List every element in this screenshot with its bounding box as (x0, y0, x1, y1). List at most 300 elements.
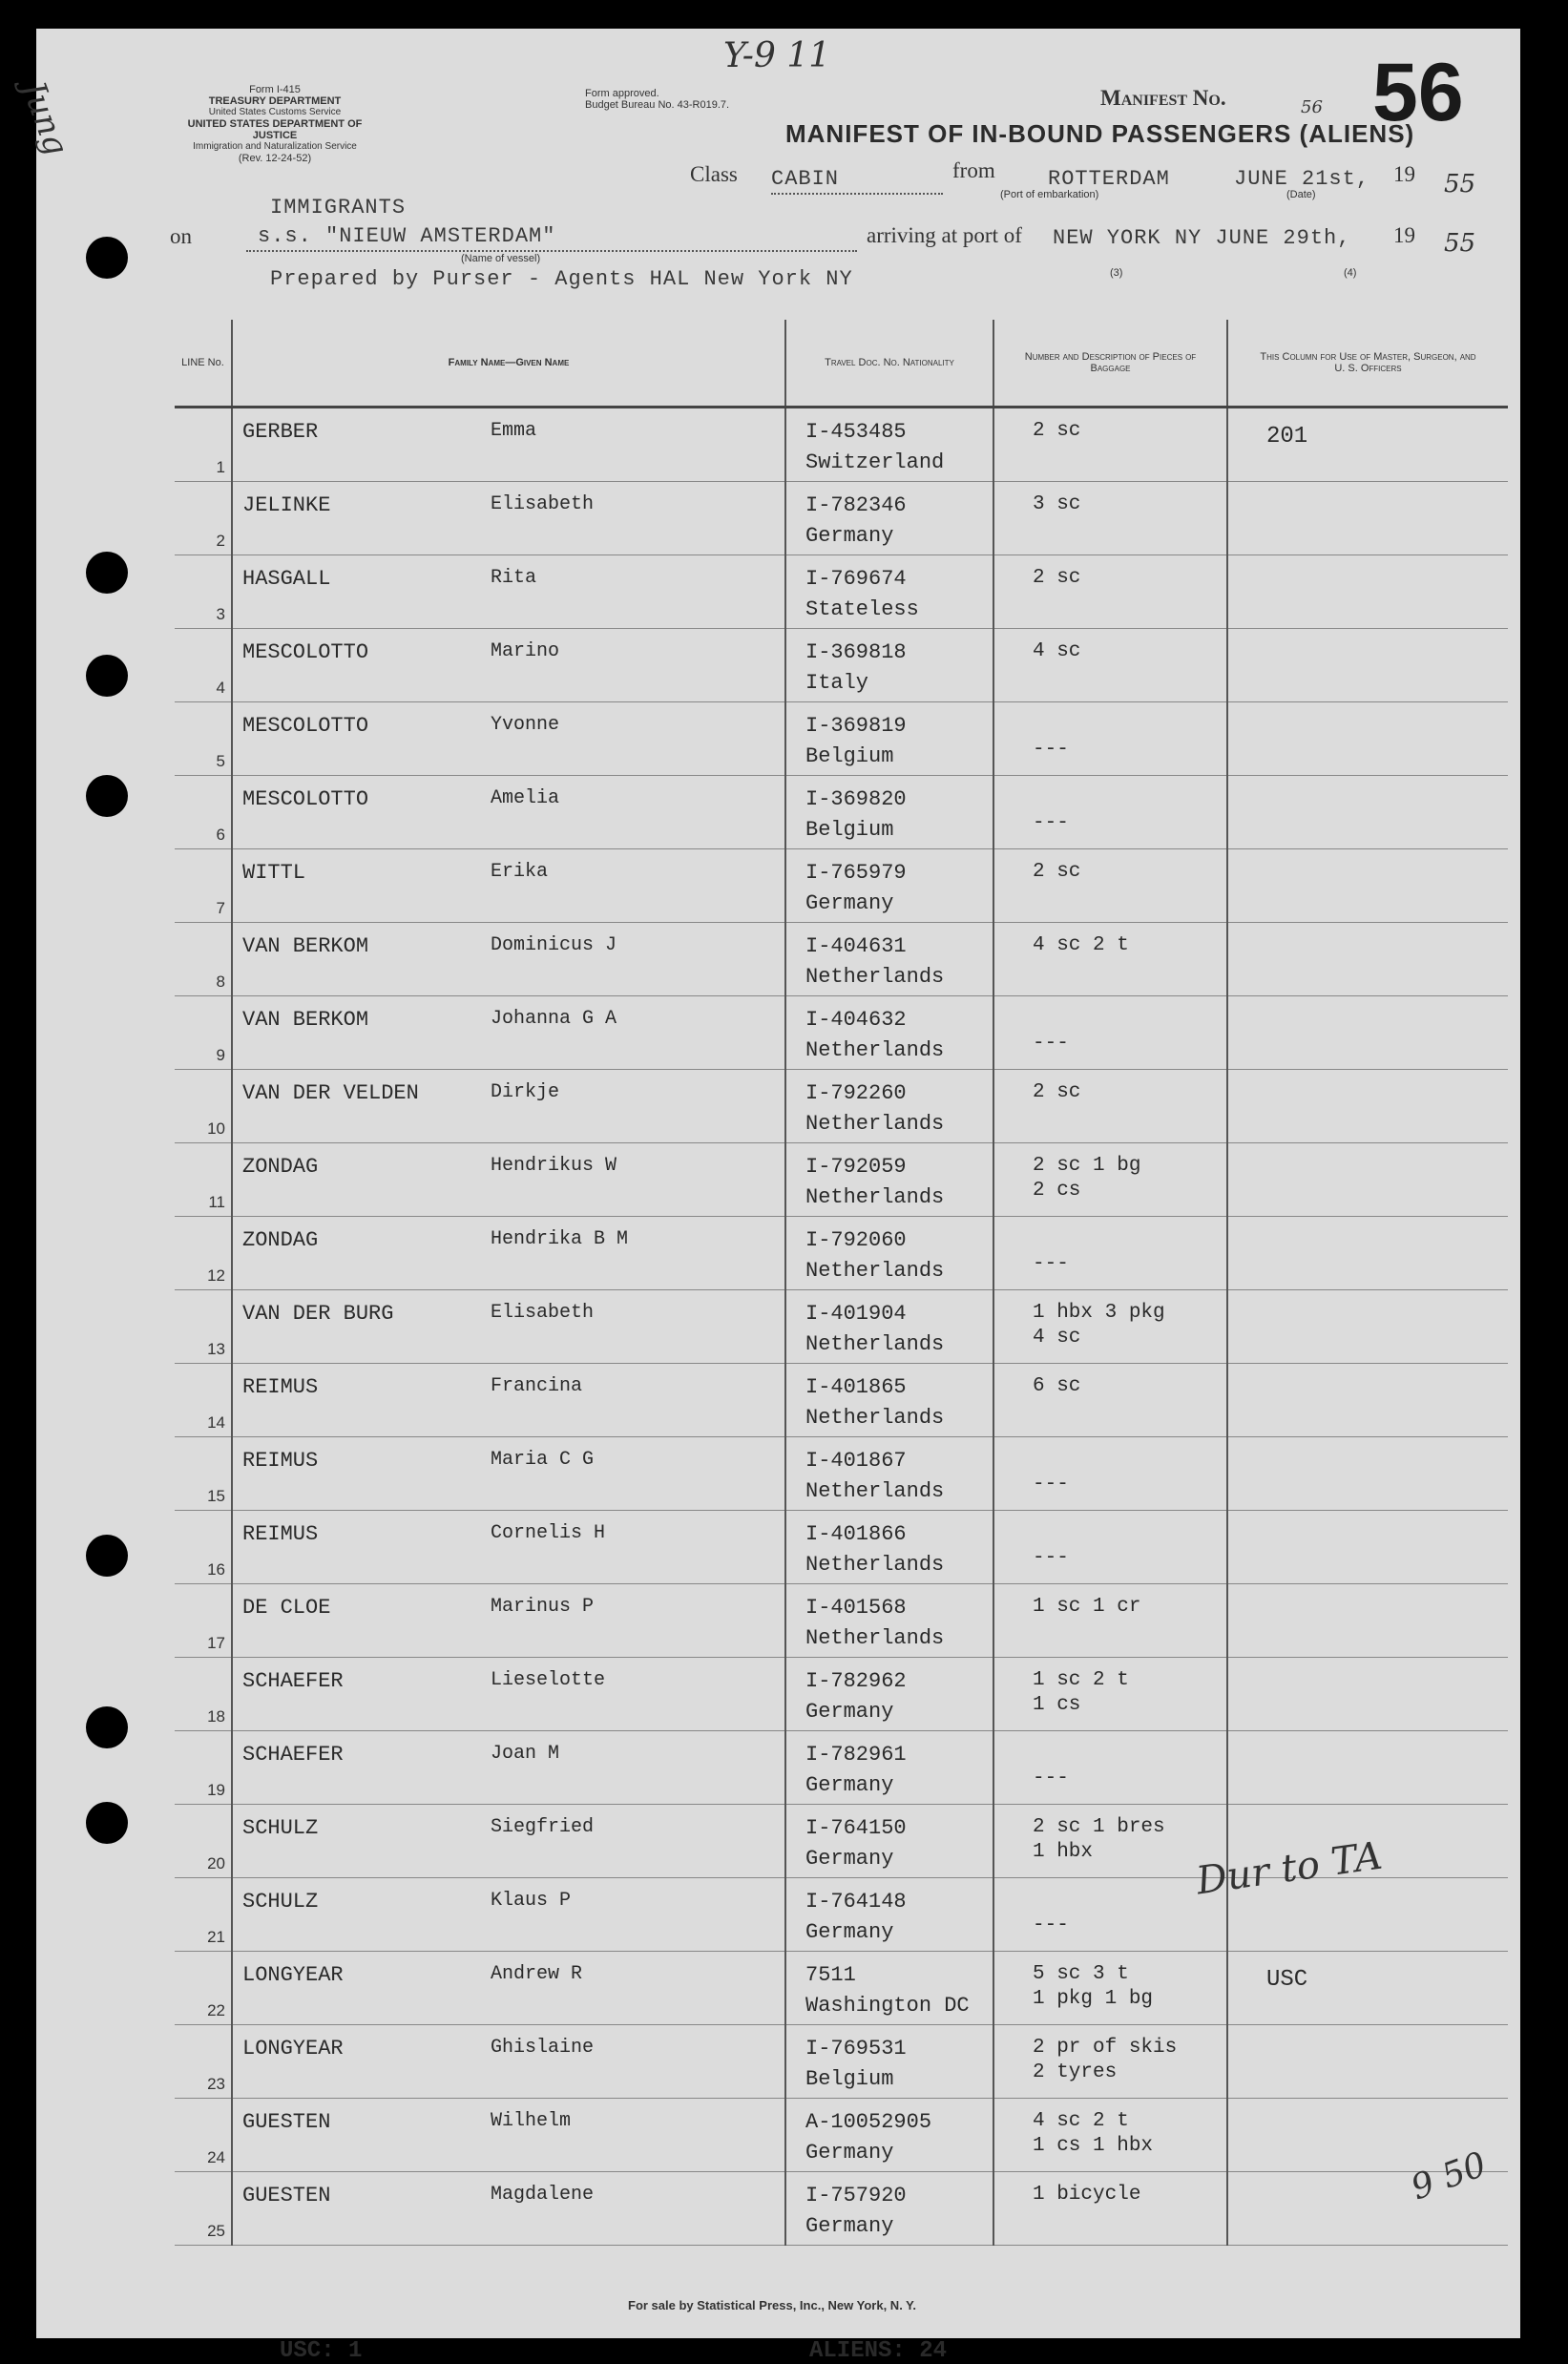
line-number-cell (175, 2025, 232, 2099)
table-row (175, 1143, 1508, 1217)
doc-cell (785, 1952, 993, 2025)
baggage-cell (993, 555, 1227, 629)
officer-cell (1227, 629, 1508, 702)
family-name: DE CLOE (242, 1596, 331, 1620)
col-header-name: Family Name—Given Name (232, 320, 785, 408)
line-number-cell (175, 2099, 232, 2172)
line-number-cell (175, 1731, 232, 1805)
given-name: Lieselotte (491, 1669, 606, 1691)
line-number: 6 (216, 826, 225, 844)
baggage-line-1: 4 sc (1033, 640, 1081, 662)
baggage-line-1: 2 sc 1 bg (1033, 1155, 1141, 1177)
baggage-cell (993, 1143, 1227, 1217)
top-handwriting: Y-9 11 (723, 36, 831, 75)
nationality: Washington DC (805, 1994, 970, 2018)
officer-cell (1227, 2025, 1508, 2099)
baggage-line-2: --- (1033, 1768, 1069, 1789)
travel-doc-number: I-769674 (805, 567, 907, 591)
handwritten-note: 9 50 (1406, 2144, 1492, 2208)
nationality: Switzerland (805, 450, 945, 474)
baggage-cell (993, 2025, 1227, 2099)
line-number-cell (175, 1143, 232, 1217)
vessel-caption: (Name of vessel) (461, 253, 541, 264)
baggage-cell (993, 629, 1227, 702)
baggage-cell (993, 1584, 1227, 1658)
family-name: REIMUS (242, 1522, 319, 1546)
baggage-line-1: 3 sc (1033, 493, 1081, 515)
doc-cell (785, 776, 993, 849)
baggage-line-1: 5 sc 3 t (1033, 1963, 1129, 1985)
family-name: HASGALL (242, 567, 331, 591)
table-row (175, 1878, 1508, 1952)
immigrants-label: IMMIGRANTS (270, 196, 407, 220)
officer-cell (1227, 1511, 1508, 1584)
baggage-line-2: --- (1033, 739, 1069, 761)
travel-doc-number: I-453485 (805, 420, 907, 444)
family-name: GUESTEN (242, 2184, 331, 2207)
name-cell (232, 1584, 785, 1658)
baggage-cell (993, 1290, 1227, 1364)
col-header-line: LINE No. (175, 320, 232, 408)
name-cell (232, 482, 785, 555)
travel-doc-number: I-401867 (805, 1449, 907, 1473)
officer-cell (1227, 1731, 1508, 1805)
embarkation-port: ROTTERDAM (1048, 167, 1170, 191)
line-number: 4 (216, 679, 225, 697)
table-row (175, 2172, 1508, 2246)
table-row (175, 1952, 1508, 2025)
name-cell (232, 776, 785, 849)
given-name: Hendrikus W (491, 1155, 617, 1177)
given-name: Dominicus J (491, 934, 617, 956)
family-name: REIMUS (242, 1375, 319, 1399)
officer-cell (1227, 1584, 1508, 1658)
name-cell (232, 1511, 785, 1584)
baggage-cell (993, 1658, 1227, 1731)
officer-cell (1227, 1952, 1508, 2025)
family-name: SCHULZ (242, 1816, 319, 1840)
baggage-line-2: 2 tyres (1033, 2061, 1118, 2083)
doc-cell (785, 2099, 993, 2172)
arriving-label: arriving at port of (867, 223, 1022, 247)
baggage-line-1: 2 sc 1 bres (1033, 1816, 1165, 1838)
officer-cell (1227, 776, 1508, 849)
binder-hole (86, 1802, 128, 1844)
nationality: Netherlands (805, 1185, 945, 1209)
family-name: ZONDAG (242, 1155, 319, 1179)
table-row (175, 1070, 1508, 1143)
family-name: SCHULZ (242, 1890, 319, 1914)
travel-doc-number: I-764150 (805, 1816, 907, 1840)
usc-count: USC: 1 (280, 2338, 363, 2364)
manifest-label: Manifest No. (1100, 86, 1226, 110)
manifest-page (13, 29, 1520, 2364)
baggage-line-2: --- (1033, 1474, 1069, 1496)
nationality: Germany (805, 1773, 894, 1797)
travel-doc-number: I-792260 (805, 1081, 907, 1105)
baggage-line-1: 2 sc (1033, 567, 1081, 589)
nationality: Netherlands (805, 1259, 945, 1283)
travel-doc-number: I-369819 (805, 714, 907, 738)
name-cell (232, 996, 785, 1070)
baggage-cell (993, 1952, 1227, 2025)
baggage-cell (993, 1437, 1227, 1511)
line-number: 20 (207, 1854, 225, 1872)
line-number-cell (175, 1878, 232, 1952)
travel-doc-number: I-369818 (805, 640, 907, 664)
line-number-cell (175, 849, 232, 923)
aliens-count: ALIENS: 24 (809, 2338, 948, 2364)
nationality: Stateless (805, 597, 919, 621)
line-number-cell (175, 996, 232, 1070)
doc-cell (785, 555, 993, 629)
officer-cell (1227, 1143, 1508, 1217)
baggage-cell (993, 2099, 1227, 2172)
baggage-line-1: 2 sc (1033, 1081, 1081, 1103)
binder-hole (86, 655, 128, 697)
line-number-cell (175, 702, 232, 776)
line-number: 10 (207, 1119, 225, 1138)
line-number-cell (175, 2172, 232, 2246)
given-name: Rita (491, 567, 537, 589)
officer-cell (1227, 996, 1508, 1070)
passenger-table (175, 320, 1508, 2246)
baggage-line-2: 1 cs 1 hbx (1033, 2135, 1154, 2157)
doc-cell (785, 1143, 993, 1217)
col-header-officers: This Column for Use of Master, Surgeon, and U. S. Officers (1227, 320, 1508, 408)
baggage-line-1: 6 sc (1033, 1375, 1081, 1397)
baggage-line-2: --- (1033, 1253, 1069, 1275)
table-row (175, 2025, 1508, 2099)
baggage-line-1: 1 sc 2 t (1033, 1669, 1129, 1691)
family-name: VAN DER BURG (242, 1302, 394, 1326)
name-cell (232, 1143, 785, 1217)
baggage-line-2: --- (1033, 812, 1069, 834)
baggage-line-1: 4 sc 2 t (1033, 934, 1129, 956)
family-name: VAN DER VELDEN (242, 1081, 419, 1105)
doc-cell (785, 1364, 993, 1437)
line-number: 8 (216, 973, 225, 991)
manifest-title: MANIFEST OF IN-BOUND PASSENGERS (ALIENS) (785, 119, 1415, 148)
line-number: 21 (207, 1928, 225, 1946)
travel-doc-number: I-401568 (805, 1596, 907, 1620)
binder-hole (86, 1535, 128, 1577)
travel-doc-number: I-782346 (805, 493, 907, 517)
given-name: Yvonne (491, 714, 560, 736)
line-number: 17 (207, 1634, 225, 1652)
officer-cell (1227, 923, 1508, 996)
doc-cell (785, 1217, 993, 1290)
doc-cell (785, 1437, 993, 1511)
printer-line: For sale by Statistical Press, Inc., New York, N. Y. (628, 2298, 917, 2312)
name-cell (232, 1952, 785, 2025)
given-name: Joan M (491, 1743, 560, 1765)
nationality: Italy (805, 671, 869, 695)
line-number-cell (175, 923, 232, 996)
baggage-line-2: 4 sc (1033, 1327, 1081, 1349)
name-cell (232, 1878, 785, 1952)
officer-note: USC (1266, 1967, 1308, 1993)
doc-cell (785, 702, 993, 776)
travel-doc-number: I-401866 (805, 1522, 907, 1546)
column-caption-4: (4) (1344, 267, 1357, 279)
table-row (175, 776, 1508, 849)
dotted-line (246, 250, 857, 252)
table-row (175, 996, 1508, 1070)
col-header-doc: Travel Doc. No. Nationality (785, 320, 993, 408)
baggage-line-2: 2 cs (1033, 1180, 1081, 1202)
travel-doc-number: I-401865 (805, 1375, 907, 1399)
doc-cell (785, 629, 993, 702)
line-number-cell (175, 1217, 232, 1290)
table-row (175, 2099, 1508, 2172)
table-row (175, 629, 1508, 702)
name-cell (232, 408, 785, 482)
line-number-cell (175, 555, 232, 629)
baggage-cell (993, 2172, 1227, 2246)
departure-date: JUNE 21st, (1234, 167, 1370, 191)
nationality: Netherlands (805, 965, 945, 989)
officer-cell (1227, 555, 1508, 629)
on-label: on (170, 224, 192, 248)
baggage-cell (993, 996, 1227, 1070)
given-name: Wilhelm (491, 2110, 572, 2132)
travel-doc-number: I-369820 (805, 787, 907, 811)
baggage-line-2: --- (1033, 1914, 1069, 1936)
baggage-cell (993, 482, 1227, 555)
line-number: 9 (216, 1046, 225, 1064)
line-number-cell (175, 629, 232, 702)
doc-cell (785, 923, 993, 996)
line-number: 3 (216, 605, 225, 623)
travel-doc-number: I-401904 (805, 1302, 907, 1326)
family-name: JELINKE (242, 493, 331, 517)
name-cell (232, 923, 785, 996)
nationality: Germany (805, 524, 894, 548)
name-cell (232, 1364, 785, 1437)
name-cell (232, 2099, 785, 2172)
binder-hole (86, 775, 128, 817)
baggage-cell (993, 849, 1227, 923)
officer-cell (1227, 1290, 1508, 1364)
line-number-cell (175, 1070, 232, 1143)
given-name: Marino (491, 640, 560, 662)
line-number-cell (175, 408, 232, 482)
form-agency-block: Form I-415 TREASURY DEPARTMENT United States Customs Service UNITED STATES DEPARTMENT OF JUSTICE Immigration and Naturalization Service (Rev. 12-24-52) (187, 84, 363, 164)
name-cell (232, 1290, 785, 1364)
family-name: SCHAEFER (242, 1669, 344, 1693)
doc-cell (785, 482, 993, 555)
baggage-line-2: 1 pkg 1 bg (1033, 1988, 1154, 2010)
table-row (175, 408, 1508, 482)
officer-cell (1227, 1070, 1508, 1143)
vessel-name: s.s. "NIEUW AMSTERDAM" (258, 224, 556, 248)
name-cell (232, 1217, 785, 1290)
nationality: Netherlands (805, 1626, 945, 1650)
name-cell (232, 555, 785, 629)
name-cell (232, 1805, 785, 1878)
officer-cell (1227, 408, 1508, 482)
baggage-cell (993, 1731, 1227, 1805)
dotted-line (771, 193, 943, 195)
nationality: Netherlands (805, 1406, 945, 1430)
nationality: Germany (805, 2141, 894, 2165)
travel-doc-number: I-792060 (805, 1228, 907, 1252)
name-cell (232, 2025, 785, 2099)
table-row (175, 1511, 1508, 1584)
given-name: Francina (491, 1375, 583, 1397)
nationality: Netherlands (805, 1112, 945, 1136)
name-cell (232, 1731, 785, 1805)
officer-cell (1227, 702, 1508, 776)
binder-hole (86, 1706, 128, 1748)
nationality: Netherlands (805, 1332, 945, 1356)
officer-cell (1227, 1437, 1508, 1511)
family-name: GUESTEN (242, 2110, 331, 2134)
line-number-cell (175, 1437, 232, 1511)
given-name: Klaus P (491, 1890, 572, 1912)
table-row (175, 1584, 1508, 1658)
baggage-cell (993, 1217, 1227, 1290)
baggage-cell (993, 1070, 1227, 1143)
officer-cell (1227, 849, 1508, 923)
line-number-cell (175, 482, 232, 555)
line-number: 11 (208, 1193, 225, 1211)
margin-handwriting: Jung (13, 76, 76, 161)
line-number: 1 (216, 458, 225, 476)
family-name: LONGYEAR (242, 2037, 344, 2061)
baggage-cell (993, 923, 1227, 996)
from-label: from (952, 158, 995, 182)
class-value: CABIN (771, 167, 840, 191)
baggage-line-2: --- (1033, 1033, 1069, 1055)
nationality: Netherlands (805, 1038, 945, 1062)
line-number-cell (175, 1952, 232, 2025)
line-number: 16 (207, 1560, 225, 1579)
class-label: Class (690, 162, 738, 186)
table-row (175, 1658, 1508, 1731)
family-name: LONGYEAR (242, 1963, 344, 1987)
nationality: Netherlands (805, 1479, 945, 1503)
given-name: Andrew R (491, 1963, 583, 1985)
table-row (175, 1437, 1508, 1511)
baggage-line-1: 4 sc 2 t (1033, 2110, 1129, 2132)
baggage-cell (993, 1511, 1227, 1584)
doc-cell (785, 849, 993, 923)
name-cell (232, 849, 785, 923)
binder-hole (86, 237, 128, 279)
line-number: 24 (207, 2148, 225, 2166)
nationality: Belgium (805, 744, 894, 768)
baggage-line-1: 2 sc (1033, 420, 1081, 442)
doc-cell (785, 2025, 993, 2099)
nationality: Germany (805, 1920, 894, 1944)
line-number-cell (175, 1290, 232, 1364)
baggage-line-1: 2 sc (1033, 861, 1081, 883)
baggage-cell (993, 1878, 1227, 1952)
doc-cell (785, 408, 993, 482)
name-cell (232, 1070, 785, 1143)
travel-doc-number: I-765979 (805, 861, 907, 885)
table-row (175, 1731, 1508, 1805)
doc-cell (785, 1658, 993, 1731)
family-name: MESCOLOTTO (242, 714, 369, 738)
family-name: GERBER (242, 420, 319, 444)
nationality: Germany (805, 891, 894, 915)
line-number: 14 (207, 1413, 225, 1432)
baggage-cell (993, 408, 1227, 482)
travel-doc-number: I-769531 (805, 2037, 907, 2061)
baggage-line-2: 1 hbx (1033, 1841, 1094, 1863)
table-row (175, 1364, 1508, 1437)
name-cell (232, 1437, 785, 1511)
travel-doc-number: I-404632 (805, 1008, 907, 1032)
arrival-port: NEW YORK NY JUNE 29th, (1053, 226, 1351, 250)
nationality: Belgium (805, 2067, 894, 2091)
line-number: 12 (207, 1266, 225, 1285)
given-name: Johanna G A (491, 1008, 617, 1030)
travel-doc-number: I-782961 (805, 1743, 907, 1767)
table-row (175, 923, 1508, 996)
baggage-cell (993, 776, 1227, 849)
family-name: VAN BERKOM (242, 934, 369, 958)
year-prefix: 19 (1393, 162, 1415, 186)
given-name: Hendrika B M (491, 1228, 629, 1250)
table-row (175, 555, 1508, 629)
given-name: Emma (491, 420, 537, 442)
nationality: Netherlands (805, 1553, 945, 1577)
table-row (175, 1290, 1508, 1364)
travel-doc-number: I-404631 (805, 934, 907, 958)
officer-cell (1227, 482, 1508, 555)
line-number-cell (175, 1364, 232, 1437)
family-name: ZONDAG (242, 1228, 319, 1252)
manifest-small-number: 56 (1301, 97, 1323, 117)
binder-hole (86, 552, 128, 594)
baggage-cell (993, 702, 1227, 776)
name-cell (232, 702, 785, 776)
family-name: WITTL (242, 861, 306, 885)
name-cell (232, 2172, 785, 2246)
doc-cell (785, 1070, 993, 1143)
table-row (175, 482, 1508, 555)
col-header-baggage: Number and Description of Pieces of Baggage (993, 320, 1227, 408)
line-number: 13 (207, 1340, 225, 1358)
baggage-line-1: 2 pr of skis (1033, 2037, 1178, 2059)
name-cell (232, 629, 785, 702)
line-number: 25 (207, 2222, 225, 2240)
baggage-cell (993, 1364, 1227, 1437)
family-name: MESCOLOTTO (242, 787, 369, 811)
line-number-cell (175, 1511, 232, 1584)
doc-cell (785, 1584, 993, 1658)
travel-doc-number: I-757920 (805, 2184, 907, 2207)
given-name: Dirkje (491, 1081, 560, 1103)
table-row (175, 702, 1508, 776)
line-number: 23 (207, 2075, 225, 2093)
baggage-line-1: 1 bicycle (1033, 2184, 1141, 2206)
travel-doc-number: A-10052905 (805, 2110, 932, 2134)
line-number-cell (175, 776, 232, 849)
baggage-cell (993, 1805, 1227, 1878)
family-name: SCHAEFER (242, 1743, 344, 1767)
nationality: Belgium (805, 818, 894, 842)
travel-doc-number: I-792059 (805, 1155, 907, 1179)
prepared-by: Prepared by Purser - Agents HAL New York NY (270, 267, 853, 291)
officer-note: 201 (1266, 424, 1308, 450)
nationality: Germany (805, 1847, 894, 1871)
name-cell (232, 1658, 785, 1731)
